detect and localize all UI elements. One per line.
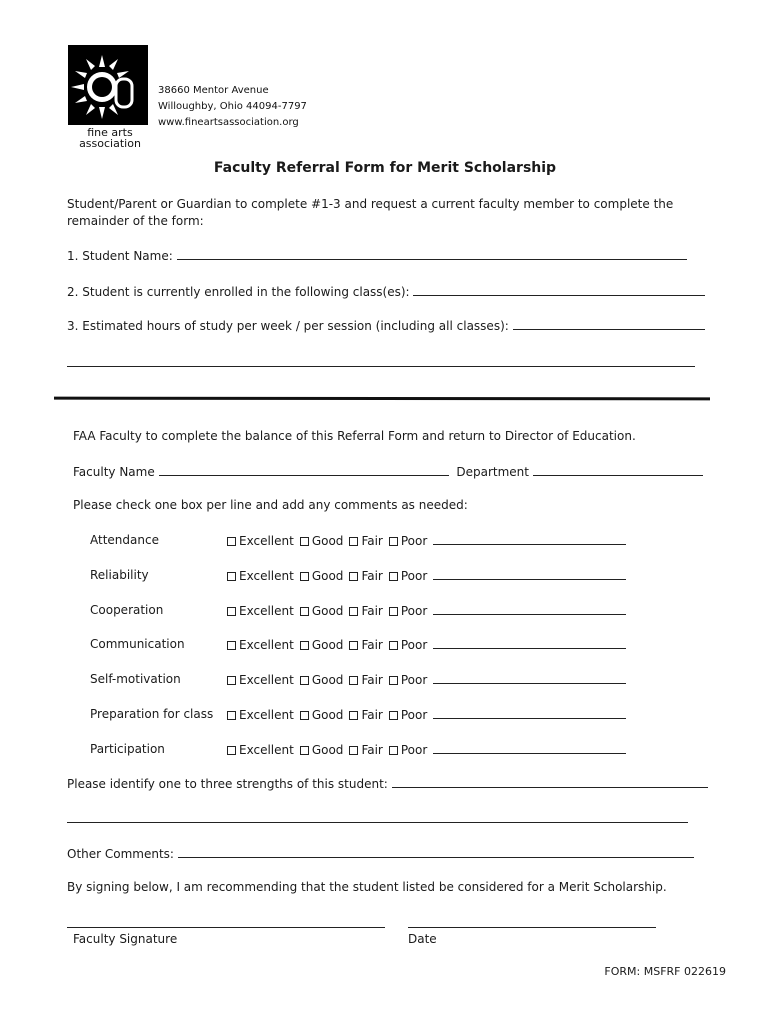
other-comments-field[interactable]	[178, 846, 694, 858]
date-label: Date	[408, 932, 437, 946]
rating-row-label: Preparation for class	[90, 707, 214, 721]
hours-field[interactable]	[513, 318, 705, 330]
rating-option-fair[interactable]	[349, 743, 382, 757]
department-field[interactable]	[533, 464, 703, 476]
rating-option-poor[interactable]	[389, 569, 427, 583]
checkbox-icon[interactable]	[300, 746, 309, 755]
rating-comment-field[interactable]	[433, 672, 626, 684]
student-name-field[interactable]	[177, 248, 687, 260]
checkbox-icon[interactable]	[227, 711, 236, 720]
rating-option-excellent[interactable]	[227, 569, 294, 583]
checkbox-icon[interactable]	[349, 746, 358, 755]
rating-row-label: Reliability	[90, 568, 149, 582]
checkbox-icon[interactable]	[227, 746, 236, 755]
rating-option-label: Excellent	[239, 743, 294, 757]
rating-options	[227, 568, 626, 583]
rating-option-label: Fair	[361, 743, 383, 757]
rating-option-label: Excellent	[239, 708, 294, 722]
checkbox-icon[interactable]	[349, 572, 358, 581]
checkbox-icon[interactable]	[300, 607, 309, 616]
rating-option-label: Excellent	[239, 673, 294, 687]
form-title: Faculty Referral Form for Merit Scholarship	[213, 160, 557, 176]
signature-line-row	[67, 916, 385, 931]
student-name-label: 1. Student Name:	[67, 249, 173, 263]
rating-option-poor[interactable]	[389, 604, 427, 618]
other-comments-label: Other Comments:	[67, 847, 174, 861]
rating-option-poor[interactable]	[389, 534, 427, 548]
checkbox-icon[interactable]	[300, 641, 309, 650]
rating-option-good[interactable]	[300, 569, 344, 583]
rating-option-label: Good	[311, 569, 344, 583]
rating-option-label: Fair	[361, 673, 383, 687]
website-link[interactable]: www.fineartsassociation.org	[158, 117, 299, 128]
checkbox-icon[interactable]	[389, 641, 398, 650]
rating-option-excellent[interactable]	[227, 534, 294, 548]
rating-option-good[interactable]	[300, 638, 344, 652]
rating-option-label: Good	[311, 534, 344, 548]
rating-option-label: Poor	[400, 638, 428, 652]
rating-options	[227, 707, 626, 722]
rating-option-good[interactable]	[300, 534, 344, 548]
logo-wordmark: fine arts association	[79, 126, 141, 150]
strengths-row	[67, 776, 708, 791]
rating-option-label: Poor	[400, 708, 428, 722]
rating-option-label: Fair	[361, 638, 383, 652]
rating-option-good[interactable]	[300, 673, 344, 687]
faculty-signature-label: Faculty Signature	[73, 932, 178, 946]
rating-option-poor[interactable]	[389, 708, 427, 722]
strengths-extra-line-row	[67, 811, 688, 826]
faculty-name-field[interactable]	[159, 464, 449, 476]
rating-comment-field[interactable]	[433, 707, 626, 719]
rating-option-good[interactable]	[300, 708, 344, 722]
sun-logo-icon	[68, 45, 152, 127]
signing-statement: By signing below, I am recommending that the student listed be considered for a Merit Scholarship.	[67, 880, 667, 894]
faculty-intro: FAA Faculty to complete the balance of this Referral Form and return to Director of Education.	[73, 429, 636, 443]
checkbox-icon[interactable]	[300, 572, 309, 581]
strengths-field[interactable]	[392, 776, 708, 788]
rating-option-label: Excellent	[239, 638, 294, 652]
rating-option-poor[interactable]	[389, 743, 427, 757]
rating-option-fair[interactable]	[349, 638, 382, 652]
rating-comment-field[interactable]	[433, 742, 626, 754]
checkbox-icon[interactable]	[300, 711, 309, 720]
date-field[interactable]	[408, 916, 656, 928]
rating-options	[227, 637, 626, 652]
rating-option-label: Poor	[400, 604, 428, 618]
checkbox-icon[interactable]	[389, 746, 398, 755]
checkbox-icon[interactable]	[389, 607, 398, 616]
rating-option-fair[interactable]	[349, 673, 382, 687]
hours-row	[67, 318, 705, 333]
rating-option-excellent[interactable]	[227, 743, 294, 757]
rating-option-excellent[interactable]	[227, 673, 294, 687]
rating-option-label: Excellent	[239, 569, 294, 583]
classes-field[interactable]	[413, 284, 705, 296]
rating-option-label: Poor	[400, 569, 428, 583]
checkbox-icon[interactable]	[389, 572, 398, 581]
date-line-row	[408, 916, 656, 931]
hours-label: 3. Estimated hours of study per week / per session (including all classes):	[67, 319, 509, 333]
rating-option-label: Good	[311, 673, 344, 687]
rating-option-label: Good	[311, 708, 344, 722]
checkbox-icon[interactable]	[227, 572, 236, 581]
faculty-name-row	[73, 464, 703, 479]
checkbox-icon[interactable]	[227, 607, 236, 616]
checkbox-icon[interactable]	[389, 676, 398, 685]
checkbox-icon[interactable]	[300, 676, 309, 685]
student-intro-line2: remainder of the form:	[67, 214, 204, 228]
rating-row-label: Communication	[90, 637, 185, 651]
rating-option-fair[interactable]	[349, 708, 382, 722]
checkbox-icon[interactable]	[227, 537, 236, 546]
street-address: 38660 Mentor Avenue	[158, 85, 269, 96]
rating-option-good[interactable]	[300, 743, 344, 757]
faculty-name-label: Faculty Name	[73, 465, 155, 479]
check-instructions: Please check one box per line and add any comments as needed:	[73, 498, 468, 512]
rating-option-label: Fair	[361, 708, 383, 722]
classes-label: 2. Student is currently enrolled in the following class(es):	[67, 285, 410, 299]
rating-option-label: Poor	[400, 534, 428, 548]
student-name-row	[67, 248, 687, 263]
rating-comment-field[interactable]	[433, 603, 626, 615]
rating-row-label: Self-motivation	[90, 672, 181, 686]
rating-option-excellent[interactable]	[227, 708, 294, 722]
checkbox-icon[interactable]	[227, 641, 236, 650]
classes-row	[67, 284, 705, 299]
rating-option-good[interactable]	[300, 604, 344, 618]
rating-option-label: Good	[311, 743, 344, 757]
rating-option-label: Good	[311, 638, 344, 652]
checkbox-icon[interactable]	[300, 537, 309, 546]
other-comments-row	[67, 846, 694, 861]
rating-option-label: Poor	[400, 743, 428, 757]
rating-option-label: Fair	[361, 534, 383, 548]
city-state-zip: Willoughby, Ohio 44094-7797	[158, 101, 307, 112]
checkbox-icon[interactable]	[349, 676, 358, 685]
student-extra-line-row	[67, 355, 695, 370]
form-id: FORM: MSFRF 022619	[604, 965, 726, 978]
strengths-extra-line-field[interactable]	[67, 811, 688, 823]
rating-option-poor[interactable]	[389, 638, 427, 652]
department-label: Department	[456, 465, 529, 479]
checkbox-icon[interactable]	[389, 711, 398, 720]
checkbox-icon[interactable]	[227, 676, 236, 685]
rating-option-fair[interactable]	[349, 569, 382, 583]
section-divider	[54, 397, 710, 401]
rating-option-excellent[interactable]	[227, 604, 294, 618]
rating-options	[227, 533, 626, 548]
rating-option-fair[interactable]	[349, 534, 382, 548]
address-block	[158, 83, 307, 131]
checkbox-icon[interactable]	[349, 711, 358, 720]
student-extra-line-field[interactable]	[67, 355, 695, 367]
rating-option-label: Excellent	[239, 534, 294, 548]
rating-option-fair[interactable]	[349, 604, 382, 618]
rating-row-label: Cooperation	[90, 603, 164, 617]
strengths-label: Please identify one to three strengths of this student:	[67, 777, 388, 791]
rating-option-label: Fair	[361, 569, 383, 583]
rating-comment-field[interactable]	[433, 568, 626, 580]
checkbox-icon[interactable]	[349, 607, 358, 616]
student-intro-line1: Student/Parent or Guardian to complete #1-3 and request a current faculty member to complete the	[67, 197, 674, 211]
checkbox-icon[interactable]	[389, 537, 398, 546]
fine-arts-association-logo	[68, 45, 152, 155]
rating-comment-field[interactable]	[433, 533, 626, 545]
rating-option-label: Poor	[400, 673, 428, 687]
rating-options	[227, 742, 626, 757]
rating-row-label: Participation	[90, 742, 165, 756]
rating-comment-field[interactable]	[433, 637, 626, 649]
checkbox-icon[interactable]	[349, 537, 358, 546]
rating-option-excellent[interactable]	[227, 638, 294, 652]
faculty-signature-field[interactable]	[67, 916, 385, 928]
rating-option-label: Excellent	[239, 604, 294, 618]
rating-options	[227, 672, 626, 687]
rating-options	[227, 603, 626, 618]
checkbox-icon[interactable]	[349, 641, 358, 650]
rating-row-label: Attendance	[90, 533, 159, 547]
rating-option-poor[interactable]	[389, 673, 427, 687]
rating-option-label: Fair	[361, 604, 383, 618]
rating-option-label: Good	[311, 604, 344, 618]
